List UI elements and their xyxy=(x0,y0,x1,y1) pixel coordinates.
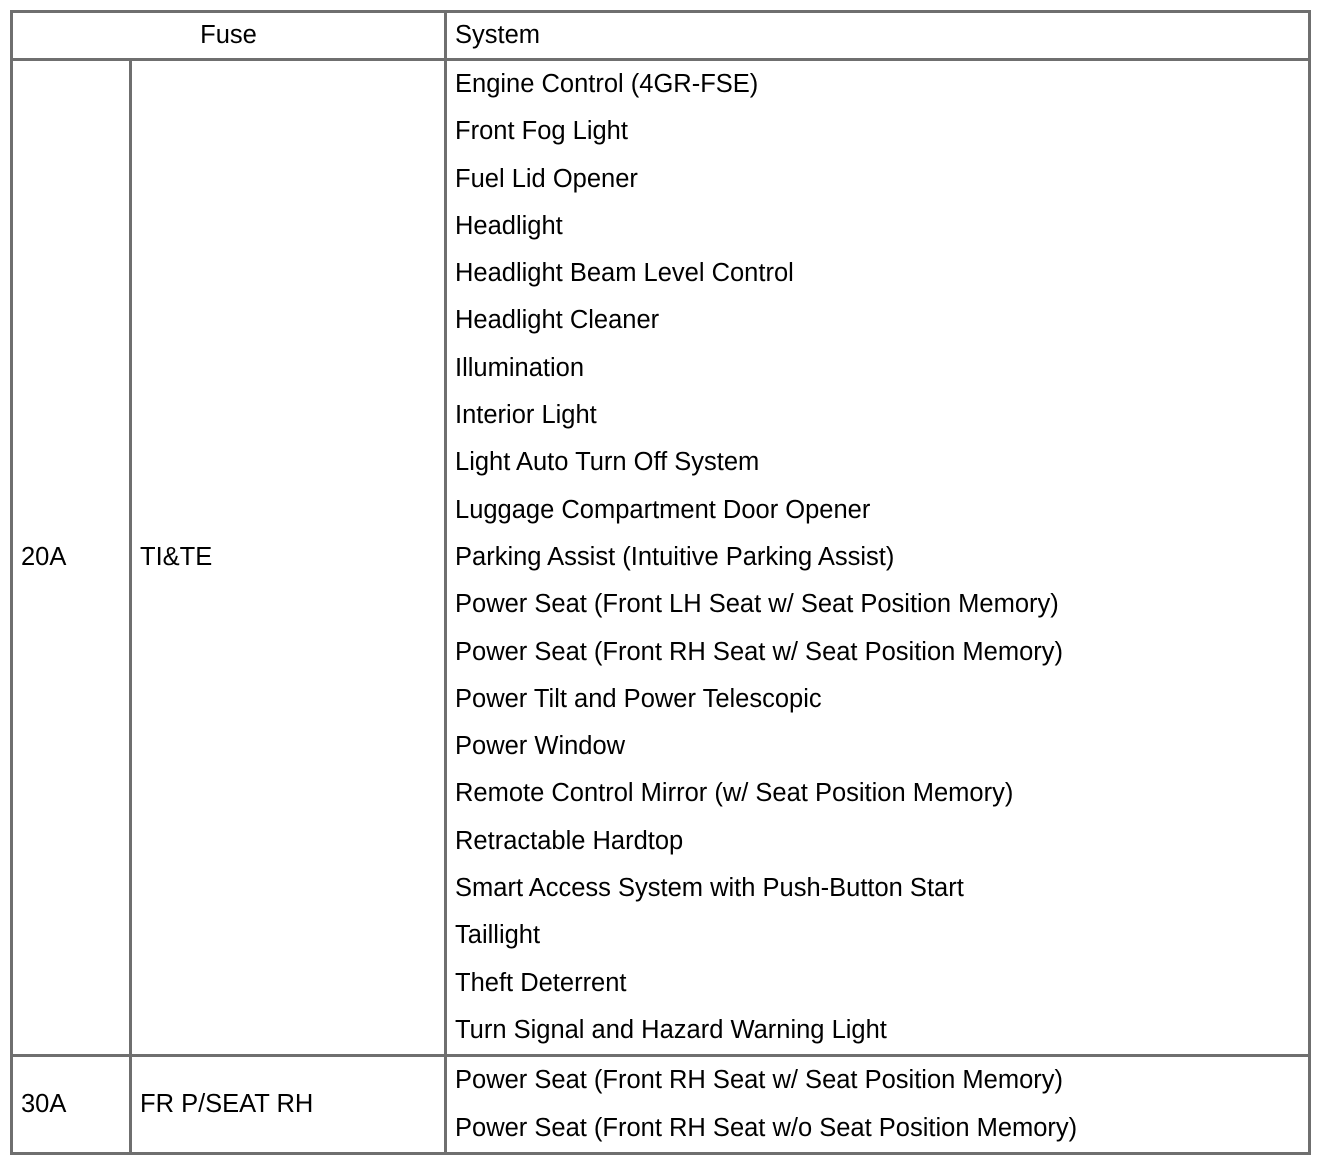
system-item: Retractable Hardtop xyxy=(455,826,684,855)
system-item: Taillight xyxy=(455,921,541,950)
system-item: Power Seat (Front RH Seat w/ Seat Position Memory) xyxy=(455,637,1063,666)
system-column-header: System xyxy=(446,12,1310,60)
fuse-amperage: 30A xyxy=(12,1056,131,1154)
system-item: Interior Light xyxy=(455,401,597,430)
fuse-row-30a xyxy=(12,1056,1310,1154)
system-item: Headlight xyxy=(455,211,563,240)
system-item: Front Fog Light xyxy=(455,117,628,146)
system-list xyxy=(455,1057,1308,1152)
system-item: Power Seat (Front LH Seat w/ Seat Position Memory) xyxy=(455,590,1059,619)
system-item: Remote Control Mirror (w/ Seat Position Memory) xyxy=(455,779,1014,808)
system-item: Illumination xyxy=(455,353,584,382)
fuse-column-header: Fuse xyxy=(12,12,446,60)
system-item: Turn Signal and Hazard Warning Light xyxy=(455,1015,887,1044)
header-row xyxy=(12,12,1310,60)
system-item: Smart Access System with Push-Button Start xyxy=(455,874,964,903)
fuse-name: FR P/SEAT RH xyxy=(131,1056,446,1154)
system-item: Engine Control (4GR-FSE) xyxy=(455,70,759,98)
system-item: Power Seat (Front RH Seat w/o Seat Position Memory) xyxy=(455,1113,1078,1142)
system-item: Power Window xyxy=(455,732,626,761)
system-item: Power Tilt and Power Telescopic xyxy=(455,684,822,713)
system-item: Fuel Lid Opener xyxy=(455,164,638,193)
system-item: Light Auto Turn Off System xyxy=(455,448,760,477)
system-cell xyxy=(446,1056,1310,1154)
system-item: Luggage Compartment Door Opener xyxy=(455,495,871,524)
system-item: Theft Deterrent xyxy=(455,968,627,997)
fuse-table xyxy=(10,10,1311,1155)
system-list xyxy=(455,61,1308,1054)
fuse-row-20a xyxy=(12,60,1310,1056)
system-item: Power Seat (Front RH Seat w/ Seat Position Memory) xyxy=(455,1066,1063,1095)
fuse-name: TI&TE xyxy=(131,60,446,1056)
system-item: Headlight Cleaner xyxy=(455,306,660,335)
system-cell xyxy=(446,60,1310,1056)
fuse-amperage: 20A xyxy=(12,60,131,1056)
system-item: Parking Assist (Intuitive Parking Assist) xyxy=(455,542,895,571)
system-item: Headlight Beam Level Control xyxy=(455,259,794,288)
